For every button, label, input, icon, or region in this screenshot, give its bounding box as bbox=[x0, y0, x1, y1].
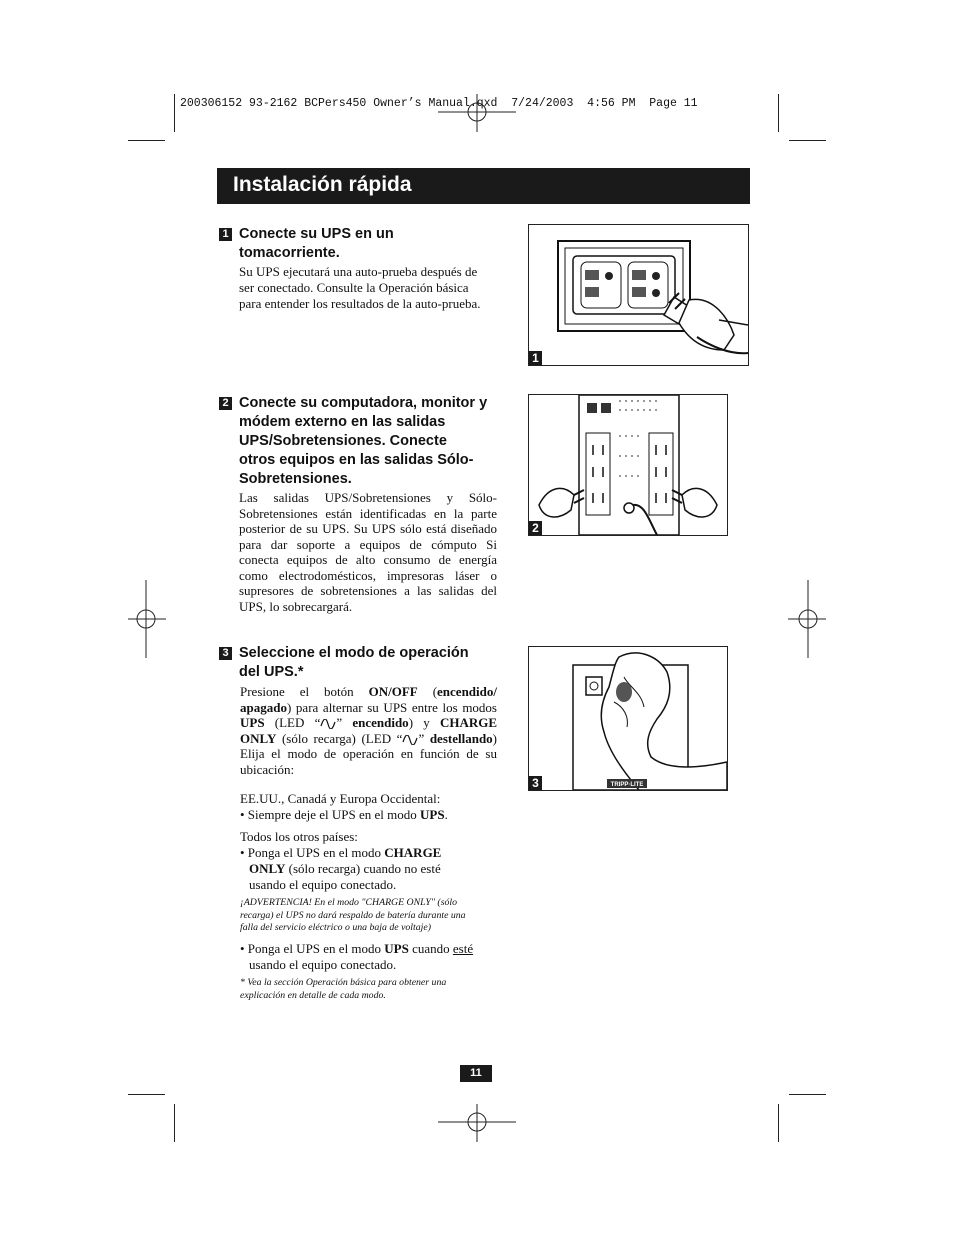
text-run: esté bbox=[452, 941, 474, 956]
brand-logo-text: TRIPP·LITE bbox=[610, 782, 644, 788]
text-run: CHARGE ONLY bbox=[240, 715, 497, 746]
step-2-heading bbox=[239, 394, 504, 489]
section-title: Instalación rápida bbox=[233, 173, 412, 196]
step-2-body bbox=[239, 490, 497, 614]
step-3-heading bbox=[239, 644, 504, 682]
text-run: • Ponga el UPS en el modo bbox=[240, 941, 385, 956]
step-number-badge: 1 bbox=[219, 228, 232, 241]
registration-mark-icon bbox=[438, 1104, 516, 1144]
ups-rear-outlets-icon bbox=[529, 395, 727, 535]
heading-line: Conecte su UPS en un bbox=[239, 226, 394, 242]
text-run: Presione el botón bbox=[240, 684, 369, 699]
crop-mark bbox=[128, 1094, 165, 1095]
heading-line: del UPS.* bbox=[239, 664, 304, 680]
figure-2 bbox=[528, 394, 728, 536]
crop-mark bbox=[174, 1104, 175, 1142]
text-run: ” bbox=[336, 715, 353, 731]
registration-mark-icon bbox=[126, 580, 166, 658]
note-line: ¡ADVERTENCIA! En el modo "CHARGE ONLY" (sólo bbox=[240, 897, 458, 908]
heading-line: Conecte su computadora, monitor y bbox=[239, 395, 488, 411]
heading-line: Seleccione el modo de operación bbox=[239, 645, 469, 661]
crop-mark bbox=[789, 1094, 826, 1095]
crop-mark bbox=[789, 140, 826, 141]
text-run: encendido bbox=[352, 715, 409, 731]
crop-mark bbox=[174, 94, 175, 132]
crop-mark bbox=[128, 140, 165, 141]
text-run: ) para alternar su UPS entre los modos bbox=[286, 699, 497, 715]
body-line: para entender los resultados de la auto-prueba. bbox=[239, 296, 481, 311]
figure-number: 1 bbox=[529, 351, 542, 365]
text-run: (sólo recarga) cuando no esté bbox=[285, 861, 441, 876]
region-label: Todos los otros países: bbox=[240, 829, 358, 844]
body-line: conecta equipos de alto consumo de energía bbox=[239, 552, 497, 567]
region-instruction bbox=[240, 941, 502, 957]
body-line: para dar soporte a equipos de cómputo Si bbox=[239, 536, 497, 552]
page-number: 11 bbox=[460, 1065, 492, 1082]
text-run: ” bbox=[418, 730, 430, 746]
text-run: ONLY bbox=[249, 861, 286, 876]
heading-line: otros equipos en las salidas Sólo- bbox=[239, 452, 474, 468]
note-line: falla del servicio eléctrico o una baja de voltaje) bbox=[240, 922, 431, 933]
warning-note bbox=[240, 897, 502, 935]
figure-1 bbox=[528, 224, 749, 366]
text-run: • Siempre deje el UPS en el modo bbox=[240, 807, 421, 822]
text-run: apagado bbox=[240, 699, 287, 715]
region-us-canada-europe bbox=[240, 791, 502, 823]
text-run: cuando bbox=[408, 941, 453, 956]
text-run: ) Elija el modo de operación en función de su ubicación: bbox=[240, 730, 498, 777]
step-1-heading bbox=[239, 225, 499, 263]
figure-number: 3 bbox=[529, 776, 542, 790]
region-instruction: usando el equipo conectado. bbox=[249, 957, 397, 972]
text-run: CHARGE bbox=[384, 845, 442, 860]
body-line: UPS, lo sobrecargará. bbox=[239, 598, 353, 614]
registration-mark-icon bbox=[788, 580, 828, 658]
region-label: EE.UU., Canadá y Europa Occidental: bbox=[240, 791, 441, 806]
region-instruction bbox=[240, 861, 502, 877]
sine-wave-icon bbox=[320, 719, 336, 729]
region-other-countries bbox=[240, 829, 502, 893]
text-run: ( bbox=[417, 684, 438, 699]
region-instruction bbox=[240, 845, 502, 861]
text-run: ON/OFF bbox=[368, 684, 418, 699]
footnote bbox=[240, 977, 502, 1002]
body-line: Las salidas UPS/Sobretensiones y Sólo- bbox=[239, 490, 497, 505]
text-run: • Ponga el UPS en el modo bbox=[240, 845, 385, 860]
body-line: posterior de su UPS. Su UPS sólo está diseñado bbox=[239, 521, 497, 536]
heading-line: UPS/Sobretensiones. Conecte bbox=[239, 433, 447, 449]
step-number-badge: 2 bbox=[219, 397, 232, 410]
text-run: (LED “ bbox=[264, 715, 321, 731]
text-run: destellando bbox=[429, 730, 493, 746]
crop-mark bbox=[778, 1104, 779, 1142]
body-line: supresores de sobretensiones a las salidas del bbox=[239, 583, 497, 598]
text-run: ) y bbox=[408, 715, 440, 731]
hand-pressing-button-icon bbox=[529, 647, 727, 790]
text-run: UPS bbox=[384, 941, 409, 956]
text-run: UPS bbox=[240, 715, 265, 731]
heading-line: módem externo en las salidas bbox=[239, 414, 446, 430]
step-number-badge: 3 bbox=[219, 647, 232, 660]
section-title-bar bbox=[217, 168, 750, 204]
wall-outlet-plug-icon bbox=[529, 225, 748, 365]
heading-line: Sobretensiones. bbox=[239, 471, 352, 487]
slug-line: 200306152 93-2162 BCPers450 Owner’s Manual.qxd 7/24/2003 4:56 PM Page 11 bbox=[180, 97, 698, 110]
text-run: (sólo recarga) (LED “ bbox=[276, 730, 403, 746]
figure-number: 2 bbox=[529, 521, 542, 535]
text-run: UPS bbox=[420, 807, 445, 822]
ups-mode-instruction bbox=[240, 941, 502, 973]
crop-mark bbox=[778, 94, 779, 132]
step-3-body bbox=[240, 684, 497, 778]
body-line: como electrodomésticos, impresoras láser o bbox=[239, 567, 497, 583]
figure-3 bbox=[528, 646, 728, 791]
body-line: ser conectado. Consulte la Operación básica bbox=[239, 280, 469, 295]
heading-line: tomacorriente. bbox=[239, 245, 340, 261]
body-line: Sobretensiones están identificadas en la parte bbox=[239, 505, 497, 521]
sine-wave-icon bbox=[402, 735, 418, 745]
text-run: . bbox=[444, 807, 448, 822]
note-line: recarga) el UPS no dará respaldo de batería durante una bbox=[240, 909, 466, 921]
text-run: encendido/ bbox=[437, 684, 497, 699]
note-line: explicación en detalle de cada modo. bbox=[240, 989, 386, 1001]
region-instruction: usando el equipo conectado. bbox=[249, 877, 397, 892]
note-line: * Vea la sección Operación básica para obtener una bbox=[240, 977, 447, 988]
step-1-body bbox=[239, 264, 501, 312]
region-instruction bbox=[240, 807, 502, 823]
body-line: Su UPS ejecutará una auto-prueba después de bbox=[239, 264, 478, 279]
